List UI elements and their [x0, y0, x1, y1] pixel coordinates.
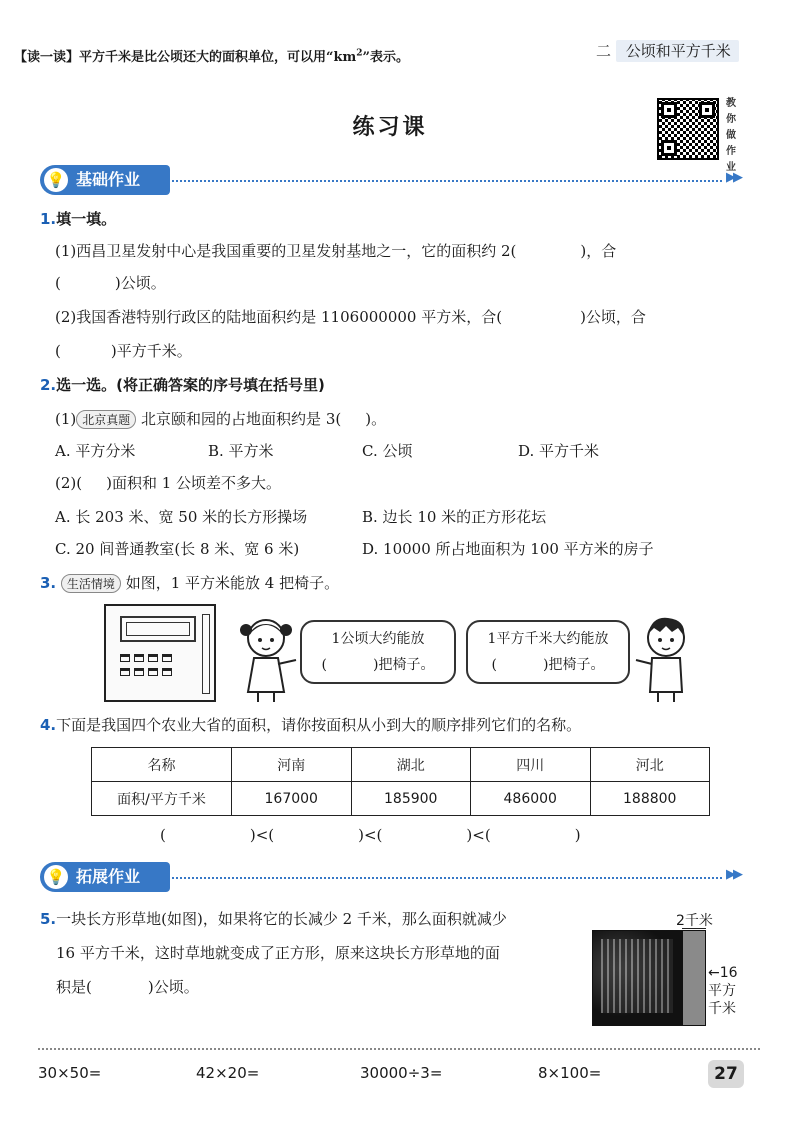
- q2-option-a[interactable]: A. 平方分米: [55, 442, 136, 460]
- q2-part1: (1) 北京真题 北京颐和园的占地面积约是 3( )。: [55, 410, 387, 428]
- chapter-title: 公顷和平方千米: [616, 40, 739, 62]
- table-header-row: [92, 748, 710, 782]
- q5-line1: 5.一块长方形草地(如图)，如果将它的长减少 2 千米，那么面积就减少: [40, 910, 507, 928]
- table-header-cell: 河南: [232, 748, 352, 782]
- read-text-end: ”表示。: [362, 50, 410, 65]
- speech-bubble-sqkm: 1平方千米大约能放 ( )把椅子。: [466, 620, 630, 684]
- q1-title: 1.填一填。: [40, 210, 117, 228]
- table-cell: 486000: [471, 782, 591, 816]
- page-title: 练习课: [352, 114, 428, 140]
- dim-label-right: ←16 平方 千米: [708, 965, 738, 1017]
- read-text-sup: 2: [356, 48, 363, 59]
- section-ext-label: 拓展作业: [76, 867, 141, 886]
- q2-part2: (2)( )面积和 1 公顷差不多大。: [55, 474, 282, 492]
- mental-math-3: 30000÷3=: [360, 1064, 443, 1082]
- mental-math-2: 42×20=: [196, 1064, 260, 1082]
- q5-line2: 16 平方千米，这时草地就变成了正方形，原来这块长方形草地的面: [56, 944, 500, 962]
- q2-p2-option-c[interactable]: C. 20 间普通教室(长 8 米、宽 6 米): [55, 540, 300, 558]
- read-text: 平方千米是比公顷还大的面积单位，可以用“km: [79, 50, 357, 65]
- grass-field-image: [592, 930, 682, 1026]
- q2-option-b[interactable]: B. 平方米: [208, 442, 274, 460]
- dim-label-top: 2千米: [676, 913, 713, 929]
- dim-line: [682, 928, 706, 929]
- q1-part1-line2: ( )公顷。: [55, 274, 166, 292]
- table-cell: 面积/平方千米: [92, 782, 232, 816]
- mental-math-1: 30×50=: [38, 1064, 102, 1082]
- tag-life-scene: 生活情境: [61, 574, 121, 593]
- page-number: 27: [708, 1060, 744, 1088]
- blackboard-icon: [120, 616, 196, 642]
- q1-part2-line2: ( )平方千米。: [55, 342, 192, 360]
- removed-strip: [682, 930, 706, 1026]
- footer-divider: [38, 1048, 760, 1050]
- table-header-cell: 四川: [471, 748, 591, 782]
- section-basic-label: 基础作业: [76, 170, 141, 189]
- table-header-cell: 河北: [590, 748, 710, 782]
- section-extension-header: [40, 862, 740, 892]
- table-cell: 167000: [232, 782, 352, 816]
- table-row: [92, 782, 710, 816]
- read-note: [14, 46, 409, 65]
- double-arrow-icon: ▶▶: [726, 867, 740, 882]
- chapter-number: 二: [596, 42, 612, 60]
- q2-p2-option-a[interactable]: A. 长 203 米、宽 50 米的长方形操场: [55, 508, 308, 526]
- girl-illustration: [238, 614, 300, 702]
- qr-caption: 教你做作业: [726, 98, 736, 173]
- q1-part2-line1: (2)我国香港特别行政区的陆地面积约是 1106000000 平方米，合( )公顷，合: [55, 308, 646, 326]
- lightbulb-icon: 💡: [44, 168, 68, 192]
- table-header-cell: 名称: [92, 748, 232, 782]
- q2-p2-option-b[interactable]: B. 边长 10 米的正方形花坛: [362, 508, 547, 526]
- q4-title: 4.下面是我国四个农业大省的面积，请你按面积从小到大的顺序排列它们的名称。: [40, 716, 582, 734]
- province-area-table: [91, 747, 710, 816]
- qr-code-icon[interactable]: [657, 98, 719, 160]
- read-tag: 【读一读】: [14, 50, 80, 65]
- tag-beijing-exam: 北京真题: [76, 410, 136, 429]
- classroom-illustration: [104, 604, 216, 702]
- table-cell: 188800: [590, 782, 710, 816]
- double-arrow-icon: ▶▶: [726, 170, 740, 185]
- q2-title: 2.选一选。(将正确答案的序号填在括号里): [40, 376, 325, 394]
- section-badge: [40, 862, 170, 892]
- q2-option-c[interactable]: C. 公顷: [362, 442, 413, 460]
- table-cell: 185900: [351, 782, 471, 816]
- q1-part1-line1: (1)西昌卫星发射中心是我国重要的卫星发射基地之一，它的面积约 2( )，合: [55, 242, 617, 260]
- speech-bubble-hectare: 1公顷大约能放 ( )把椅子。: [300, 620, 456, 684]
- q2-option-d[interactable]: D. 平方千米: [518, 442, 600, 460]
- section-badge: [40, 165, 170, 195]
- section-basic-header: [40, 165, 740, 195]
- table-header-cell: 湖北: [351, 748, 471, 782]
- boy-illustration: [632, 614, 694, 702]
- mental-math-4: 8×100=: [538, 1064, 602, 1082]
- q2-p2-option-d[interactable]: D. 10000 所占地面积为 100 平方米的房子: [362, 540, 654, 558]
- lightbulb-icon: 💡: [44, 865, 68, 889]
- q3-title: 3. 生活情境 如图，1 平方米能放 4 把椅子。: [40, 574, 340, 592]
- q5-line3: 积是( )公顷。: [56, 978, 199, 996]
- chapter-tag: [596, 40, 739, 61]
- order-answer-line: ( )<( )<( )<( ): [160, 826, 581, 844]
